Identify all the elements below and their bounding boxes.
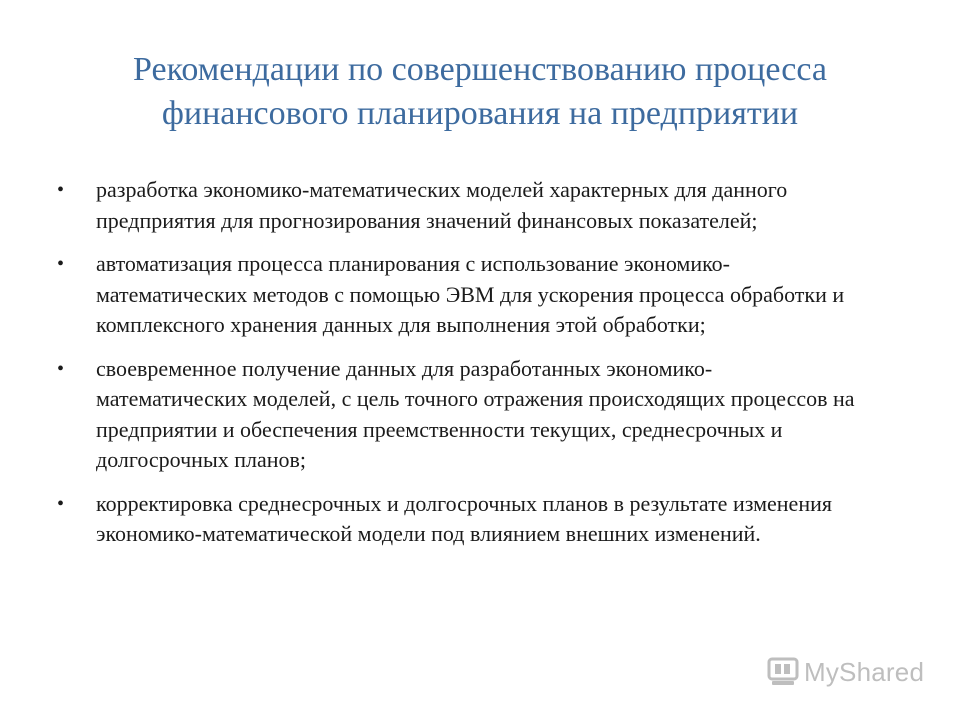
bullet-dot: •	[57, 179, 65, 201]
bullet-dot: •	[57, 492, 65, 515]
bullet-text: автоматизация процесса планирования с использование экономико-математических методов с помощью ЭВМ для ускорения процесса обработки и комплексного хранения данных для выполнения этой обработки;	[96, 251, 845, 337]
bullet-text: корректировка среднесрочных и долгосрочных планов в результате изменения экономико-математической модели под влиянием внешних изменений.	[96, 490, 832, 546]
watermark	[766, 652, 936, 692]
bullet-text: своевременное получение данных для разработанных экономико-математических моделей, с цель точного отражения происходящих процессов на предприятии и обеспечения преемственности текущих, среднесрочных и долгосрочных планов;	[96, 355, 855, 472]
myshared-logo-icon	[766, 655, 800, 689]
list-item	[57, 354, 857, 476]
list-item	[57, 175, 857, 236]
bullet-list	[57, 175, 857, 563]
bullet-dot: •	[57, 357, 65, 380]
list-item	[57, 249, 857, 341]
bullet-dot: •	[57, 253, 65, 275]
watermark-text: MyShared	[804, 656, 925, 687]
slide-title: Рекомендации по совершенствованию процесса финансового планирования на предприятии	[133, 51, 827, 132]
list-item	[57, 489, 857, 550]
bullet-text: разработка экономико-математических моделей характерных для данного предприятия для прогнозирования значений финансовых показателей;	[96, 177, 788, 233]
